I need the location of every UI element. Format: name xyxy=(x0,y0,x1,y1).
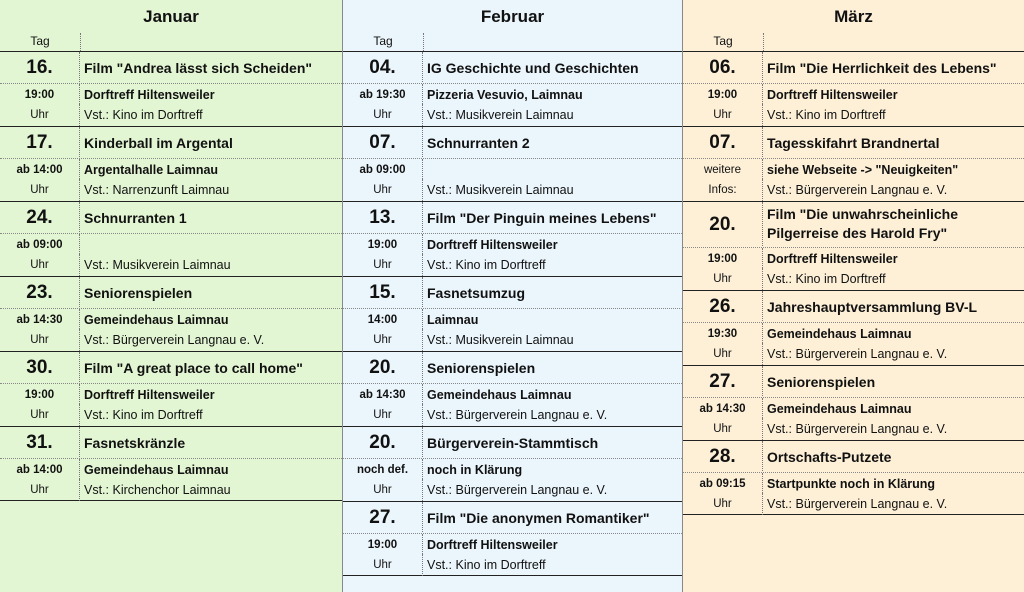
event-organizer: Vst.: Bürgerverein Langnau e. V. xyxy=(767,497,948,511)
event-organizer: Vst.: Kino im Dorftreff xyxy=(427,258,546,272)
event-row-organizer xyxy=(683,179,1024,201)
event-time-suffix: Uhr xyxy=(0,104,80,126)
event-day: 20. xyxy=(343,352,423,382)
event-row-organizer xyxy=(343,329,682,351)
event-title: Seniorenspielen xyxy=(427,360,536,376)
event-place: Startpunkte noch in Klärung xyxy=(767,477,936,491)
event-row-place xyxy=(683,247,1024,270)
event-row-organizer xyxy=(0,104,342,126)
event-time-suffix: Uhr xyxy=(0,179,80,201)
event-place: Dorftreff Hiltensweiler xyxy=(767,88,898,102)
event-row-organizer xyxy=(0,404,342,426)
event-time: ab 19:30 xyxy=(343,84,423,106)
event-place: Gemeindehaus Laimnau xyxy=(84,313,229,327)
event-row-organizer xyxy=(343,254,682,276)
event-time-suffix: Uhr xyxy=(683,343,763,365)
event-time-suffix: Uhr xyxy=(343,179,423,201)
event-place: noch in Klärung xyxy=(427,463,523,477)
event-row-place xyxy=(343,308,682,331)
event-organizer: Vst.: Bürgerverein Langnau e. V. xyxy=(84,333,265,347)
event-title: Film "Die unwahrscheinliche Pilgerreise des Harold Fry" xyxy=(767,206,959,241)
event-day: 23. xyxy=(0,277,80,307)
event-place: Gemeindehaus Laimnau xyxy=(84,463,229,477)
event-entry xyxy=(683,201,1024,290)
event-entry xyxy=(343,126,682,201)
event-day: 27. xyxy=(683,366,763,396)
event-entry xyxy=(343,51,682,126)
event-row-place xyxy=(0,383,342,406)
event-row-place xyxy=(0,458,342,481)
event-day: 15. xyxy=(343,277,423,307)
event-organizer: Vst.: Bürgerverein Langnau e. V. xyxy=(767,347,948,361)
event-title: Film "A great place to call home" xyxy=(84,360,303,376)
event-row-organizer xyxy=(343,104,682,126)
event-entry xyxy=(343,426,682,501)
event-row-place xyxy=(0,158,342,181)
event-title: Jahreshauptversammlung BV-L xyxy=(767,299,978,315)
event-time: ab 14:00 xyxy=(0,159,80,181)
event-time: 19:00 xyxy=(0,84,80,106)
event-organizer: Vst.: Bürgerverein Langnau e. V. xyxy=(427,408,608,422)
column-header xyxy=(0,33,342,51)
event-organizer: Vst.: Kino im Dorftreff xyxy=(767,108,886,122)
event-day: 20. xyxy=(683,202,763,246)
event-row-organizer xyxy=(0,329,342,351)
event-day: 30. xyxy=(0,352,80,382)
event-entry xyxy=(343,501,682,576)
event-title: Fasnetsumzug xyxy=(427,285,526,301)
event-time-suffix: Uhr xyxy=(0,404,80,426)
event-row-organizer xyxy=(0,254,342,276)
event-row-place xyxy=(0,308,342,331)
month-title: Februar xyxy=(480,7,545,26)
event-title: Tagesskifahrt Brandnertal xyxy=(767,135,940,151)
event-time: ab 09:00 xyxy=(343,159,423,181)
event-place: Dorftreff Hiltensweiler xyxy=(84,388,215,402)
event-entry xyxy=(683,440,1024,515)
event-row-place xyxy=(343,458,682,481)
event-title: Film "Die Herrlichkeit des Lebens" xyxy=(767,60,997,76)
event-time-suffix: Uhr xyxy=(343,254,423,276)
month-title: März xyxy=(834,7,873,26)
column-header xyxy=(683,33,1024,51)
event-day: 13. xyxy=(343,202,423,232)
event-entry xyxy=(683,290,1024,365)
event-organizer: Vst.: Musikverein Laimnau xyxy=(427,183,574,197)
event-row-organizer xyxy=(683,418,1024,440)
event-place: Gemeindehaus Laimnau xyxy=(767,402,912,416)
month-column-februar xyxy=(342,0,683,592)
event-place: Gemeindehaus Laimnau xyxy=(427,388,572,402)
month-column-maerz xyxy=(683,0,1024,592)
event-row-organizer xyxy=(343,554,682,576)
event-entry xyxy=(0,351,342,426)
event-place: Dorftreff Hiltensweiler xyxy=(427,538,558,552)
event-time-suffix: Uhr xyxy=(0,479,80,501)
event-time-suffix: Uhr xyxy=(343,329,423,351)
event-time-suffix: Infos: xyxy=(683,179,763,201)
event-row-organizer xyxy=(683,104,1024,126)
event-time: 14:00 xyxy=(343,309,423,331)
event-entry xyxy=(343,351,682,426)
event-row-organizer xyxy=(343,479,682,501)
event-entry xyxy=(683,51,1024,126)
tag-header: Tag xyxy=(373,34,393,48)
event-time: 19:00 xyxy=(343,534,423,556)
event-place xyxy=(84,234,338,256)
event-title: IG Geschichte und Geschichten xyxy=(427,60,639,76)
event-time-suffix: Uhr xyxy=(0,329,80,351)
event-entry xyxy=(0,426,342,501)
event-row-place xyxy=(0,83,342,106)
event-time-suffix: Uhr xyxy=(0,254,80,276)
event-row-place xyxy=(683,472,1024,495)
event-organizer: Vst.: Narrenzunft Laimnau xyxy=(84,183,230,197)
event-title: Film "Die anonymen Romantiker" xyxy=(427,510,650,526)
event-row-organizer xyxy=(683,343,1024,365)
event-time: ab 09:15 xyxy=(683,473,763,495)
event-day: 28. xyxy=(683,441,763,471)
event-row-place xyxy=(343,233,682,256)
event-time-suffix: Uhr xyxy=(683,418,763,440)
event-organizer: Vst.: Bürgerverein Langnau e. V. xyxy=(767,183,948,197)
event-row-place xyxy=(343,383,682,406)
event-time: 19:00 xyxy=(343,234,423,256)
event-row-organizer xyxy=(0,179,342,201)
event-row-place xyxy=(683,158,1024,181)
event-title: Schnurranten 2 xyxy=(427,135,530,151)
event-time-suffix: Uhr xyxy=(343,554,423,576)
month-title: Januar xyxy=(143,7,199,26)
event-row-place xyxy=(343,158,682,181)
event-entry xyxy=(0,126,342,201)
event-title: Schnurranten 1 xyxy=(84,210,187,226)
event-time: 19:00 xyxy=(683,84,763,106)
event-place: Argentalhalle Laimnau xyxy=(84,163,219,177)
event-row-place xyxy=(683,322,1024,345)
month-column-januar xyxy=(0,0,342,592)
event-time: 19:00 xyxy=(0,384,80,406)
event-place: Gemeindehaus Laimnau xyxy=(767,327,912,341)
column-header xyxy=(343,33,682,51)
event-time: noch def. xyxy=(343,459,423,481)
event-row-place xyxy=(683,83,1024,106)
event-place xyxy=(427,159,678,181)
event-time: 19:30 xyxy=(683,323,763,345)
tag-header: Tag xyxy=(713,34,733,48)
event-title: Ortschafts-Putzete xyxy=(767,449,892,465)
event-organizer: Vst.: Kino im Dorftreff xyxy=(84,408,203,422)
event-entry xyxy=(0,51,342,126)
event-time: ab 14:30 xyxy=(343,384,423,406)
event-time-suffix: Uhr xyxy=(343,404,423,426)
event-place: Dorftreff Hiltensweiler xyxy=(767,252,898,266)
event-time: 19:00 xyxy=(683,248,763,270)
event-row-place xyxy=(0,233,342,256)
event-row-organizer xyxy=(683,268,1024,290)
event-day: 07. xyxy=(683,127,763,157)
event-day: 07. xyxy=(343,127,423,157)
event-entry xyxy=(0,201,342,276)
event-title: Fasnetskränzle xyxy=(84,435,186,451)
event-title: Kinderball im Argental xyxy=(84,135,233,151)
event-day: 04. xyxy=(343,52,423,82)
tag-header: Tag xyxy=(30,34,50,48)
event-list xyxy=(343,51,682,576)
event-day: 16. xyxy=(0,52,80,82)
event-row-organizer xyxy=(0,479,342,501)
event-time-suffix: Uhr xyxy=(683,268,763,290)
event-organizer: Vst.: Kino im Dorftreff xyxy=(84,108,203,122)
event-title: Seniorenspielen xyxy=(767,374,876,390)
event-entry xyxy=(683,126,1024,201)
event-day: 17. xyxy=(0,127,80,157)
event-place: Dorftreff Hiltensweiler xyxy=(84,88,215,102)
event-day: 26. xyxy=(683,291,763,321)
event-day: 31. xyxy=(0,427,80,457)
event-organizer: Vst.: Kino im Dorftreff xyxy=(767,272,886,286)
event-row-place xyxy=(683,397,1024,420)
event-row-place xyxy=(343,83,682,106)
event-title: Bürgerverein-Stammtisch xyxy=(427,435,599,451)
event-time: ab 09:00 xyxy=(0,234,80,256)
event-time-suffix: Uhr xyxy=(343,104,423,126)
event-place: siehe Webseite -> "Neuigkeiten" xyxy=(767,163,959,177)
event-day: 24. xyxy=(0,202,80,232)
event-time-suffix: Uhr xyxy=(683,104,763,126)
event-place: Pizzeria Vesuvio, Laimnau xyxy=(427,88,583,102)
event-row-organizer xyxy=(343,404,682,426)
event-title: Film "Der Pinguin meines Lebens" xyxy=(427,210,657,226)
event-day: 27. xyxy=(343,502,423,532)
event-time: ab 14:30 xyxy=(0,309,80,331)
event-place: Laimnau xyxy=(427,313,479,327)
event-title: Film "Andrea lässt sich Scheiden" xyxy=(84,60,313,76)
event-organizer: Vst.: Musikverein Laimnau xyxy=(84,258,231,272)
event-time-suffix: Uhr xyxy=(683,493,763,515)
event-organizer: Vst.: Musikverein Laimnau xyxy=(427,333,574,347)
event-row-organizer xyxy=(343,179,682,201)
event-row-organizer xyxy=(683,493,1024,515)
event-time: weitere xyxy=(683,159,763,181)
event-organizer: Vst.: Kino im Dorftreff xyxy=(427,558,546,572)
event-day: 06. xyxy=(683,52,763,82)
event-entry xyxy=(683,365,1024,440)
event-entry xyxy=(343,201,682,276)
event-place: Dorftreff Hiltensweiler xyxy=(427,238,558,252)
event-time: ab 14:30 xyxy=(683,398,763,420)
event-list xyxy=(0,51,342,501)
event-organizer: Vst.: Bürgerverein Langnau e. V. xyxy=(427,483,608,497)
event-organizer: Vst.: Musikverein Laimnau xyxy=(427,108,574,122)
event-row-place xyxy=(343,533,682,556)
event-time-suffix: Uhr xyxy=(343,479,423,501)
event-time: ab 14:00 xyxy=(0,459,80,481)
event-entry xyxy=(343,276,682,351)
event-entry xyxy=(0,276,342,351)
event-list xyxy=(683,51,1024,515)
event-day: 20. xyxy=(343,427,423,457)
event-organizer: Vst.: Bürgerverein Langnau e. V. xyxy=(767,422,948,436)
event-title: Seniorenspielen xyxy=(84,285,193,301)
event-organizer: Vst.: Kirchenchor Laimnau xyxy=(84,483,231,497)
